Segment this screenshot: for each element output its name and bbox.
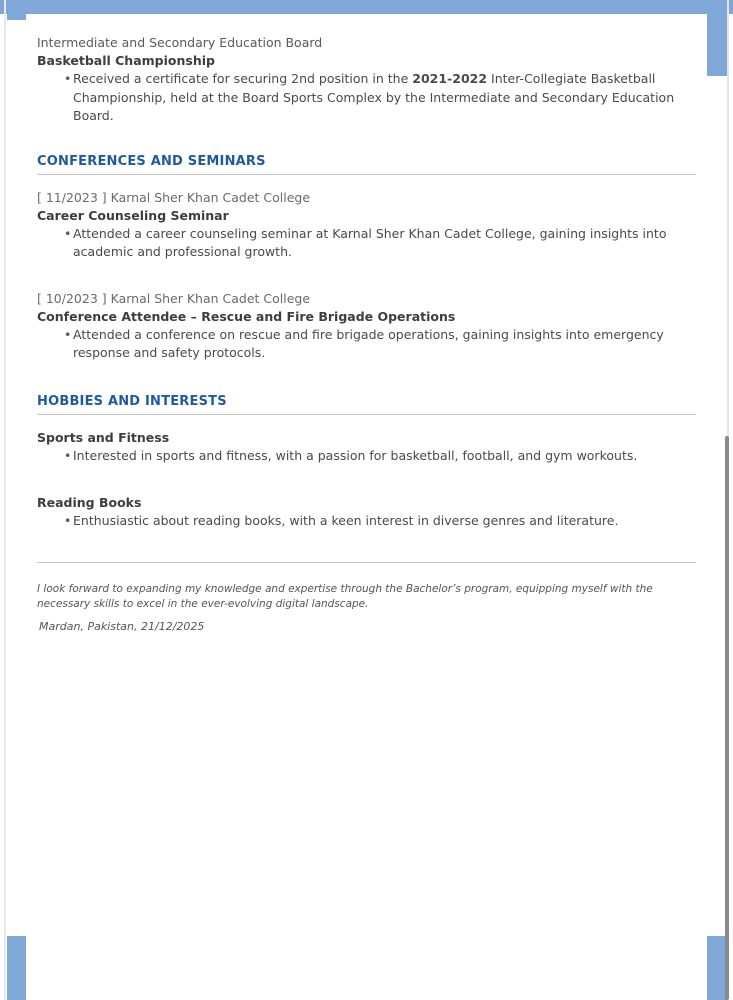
conference-date-line: [ 10/2023 ] Karnal Sher Khan Cadet College [37, 290, 311, 306]
conference-bullet: • Attended a career counseling seminar at Karnal Sher Khan Cadet College, gaining insights into academic and professional growth. [37, 225, 696, 262]
conference-bullets [37, 225, 696, 262]
conference-bullets [37, 326, 696, 363]
award-bullet [37, 70, 696, 126]
hobby-bullet: • Enthusiastic about reading books, with a keen interest in diverse genres and literature. [37, 512, 696, 531]
frame-right-bottom-tab [707, 936, 727, 1000]
hobby-bullets [37, 512, 696, 531]
hobby-title: Sports and Fitness [37, 429, 170, 445]
award-bullet-post: Inter-Collegiate Basketball Championship, held at the Board Sports Complex by the Intermediate and Secondary Education Board. [73, 71, 675, 123]
conference-date-line: [ 11/2023 ] Karnal Sher Khan Cadet College [37, 189, 311, 205]
award-bullets [37, 70, 696, 126]
hobby-entry [37, 494, 696, 531]
conference-entry [37, 189, 696, 262]
hobby-title: Reading Books [37, 495, 142, 510]
award-organization: Intermediate and Secondary Education Board [37, 35, 323, 50]
vertical-scrollbar[interactable] [725, 436, 729, 1000]
frame-top-band [0, 0, 733, 14]
resume-page [26, 14, 707, 936]
closing-statement: I look forward to expanding my knowledge and expertise through the Bachelor’s program, equipping myself with the necessary skills to excel in the ever-evolving digital landscape. [37, 582, 653, 610]
frame-right-top-tab [707, 0, 727, 76]
page-edge-left [4, 0, 6, 1000]
conference-entry [37, 290, 696, 363]
conference-bullet: • Attended a conference on rescue and fire brigade operations, gaining insights into emergency response and safety protocols. [37, 326, 696, 363]
frame-left-top-tab [7, 0, 26, 20]
conference-title: Career Counseling Seminar [37, 207, 229, 223]
hobby-entry [37, 429, 696, 466]
award-entry [37, 34, 696, 126]
resume-content [37, 34, 696, 635]
frame-left-bottom-tab [7, 936, 26, 1000]
closing-divider [37, 562, 696, 563]
closing-place-date: Mardan, Pakistan, 21/12/2025 [39, 619, 205, 633]
conference-title: Conference Attendee – Rescue and Fire Brigade Operations [37, 308, 456, 324]
section-heading-hobbies: HOBBIES AND INTERESTS [37, 393, 696, 415]
award-title: Basketball Championship [37, 53, 215, 68]
section-heading-conferences: CONFERENCES AND SEMINARS [37, 153, 696, 175]
award-bullet-year: 2021-2022 [412, 71, 488, 86]
hobby-bullets [37, 447, 696, 466]
award-bullet-pre: Received a certificate for securing 2nd position in the [73, 71, 413, 86]
hobby-bullet: • Interested in sports and fitness, with a passion for basketball, football, and gym workouts. [37, 447, 696, 466]
